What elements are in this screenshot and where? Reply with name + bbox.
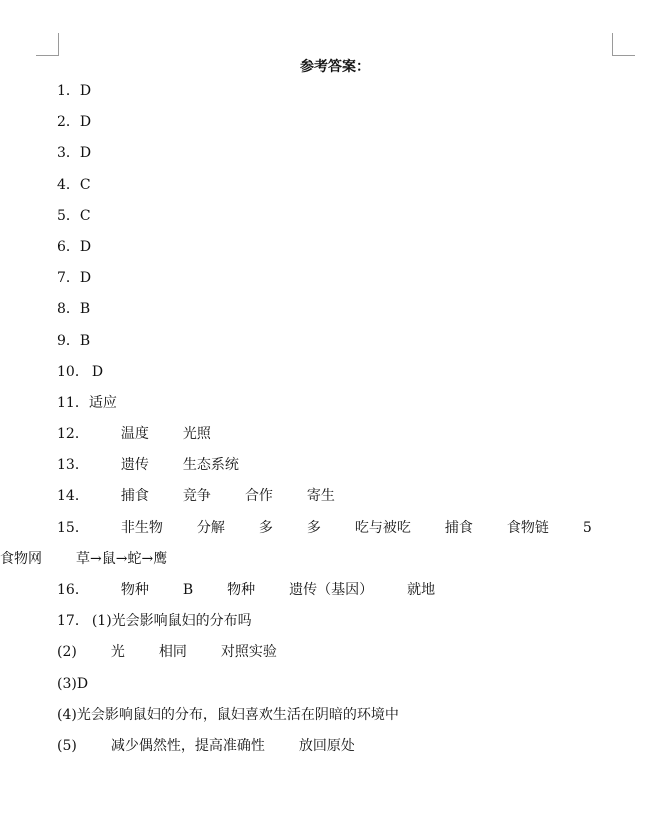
- answer-line: [57, 487, 617, 518]
- answer-number: 16．: [57, 582, 89, 598]
- answer-number: 6．: [57, 238, 80, 255]
- answer-line: [57, 737, 617, 768]
- answer-line: [57, 363, 617, 394]
- answer-number: 17．: [57, 613, 89, 630]
- answer-line-continued: [0, 550, 617, 581]
- answer-number: 8．: [57, 301, 80, 318]
- answer-blank: 对照实验: [220, 644, 277, 661]
- answer-text: D: [91, 363, 104, 380]
- answer-number: 13．: [57, 457, 89, 474]
- answer-blank: 光照: [182, 426, 211, 443]
- answer-text: B: [79, 301, 91, 318]
- answer-blank: 非生物: [120, 519, 163, 536]
- answer-line: [57, 425, 617, 456]
- answer-text: (3)D: [57, 675, 89, 692]
- answer-blank: 分解: [196, 519, 225, 536]
- answer-blank: 放回原处: [298, 737, 355, 754]
- answer-blank: 寄生: [306, 488, 335, 505]
- answer-blank: 多: [258, 519, 273, 536]
- answer-blank: 食物链: [506, 519, 549, 536]
- answer-text: D: [79, 114, 92, 131]
- answer-number: 12．: [57, 426, 89, 443]
- answer-number: 14．: [57, 488, 89, 505]
- answer-line: [57, 269, 617, 300]
- answer-line: [57, 144, 617, 175]
- answer-line: [57, 207, 617, 238]
- answer-blank: 温度: [120, 426, 149, 443]
- answer-text: (4)光会影响鼠妇的分布，鼠妇喜欢生活在阴暗的环境中: [57, 706, 399, 723]
- page-title: 参考答案：: [300, 59, 370, 75]
- answer-line: [57, 238, 617, 269]
- answer-line: [57, 581, 617, 612]
- answer-blank: 物种: [120, 582, 149, 598]
- answer-blank: B: [182, 582, 194, 598]
- answer-number: 10．: [57, 363, 89, 380]
- answer-text: 适应: [88, 394, 117, 411]
- answer-line: [57, 706, 617, 737]
- answer-number: 3．: [57, 145, 80, 162]
- answer-line: [57, 82, 617, 113]
- answer-blank: 5: [582, 519, 592, 536]
- answer-line: [57, 394, 617, 425]
- answer-blank: 光: [110, 644, 125, 661]
- answer-number: 1．: [57, 83, 80, 99]
- answer-text: C: [79, 207, 91, 224]
- answer-line: [57, 176, 617, 207]
- answer-line: [57, 456, 617, 487]
- answer-number: 5．: [57, 207, 80, 224]
- answer-blank: 物种: [227, 582, 256, 598]
- answer-blank: 相同: [158, 644, 187, 661]
- answer-text: D: [79, 238, 92, 255]
- answer-blank: 吃与被吃: [354, 519, 411, 536]
- answer-text: B: [79, 332, 91, 349]
- answer-line: [57, 519, 617, 550]
- answer-blank: 就地: [407, 582, 436, 598]
- answer-line: [57, 612, 617, 643]
- answer-blank: 捕食: [120, 488, 149, 505]
- answer-blank: 遗传: [120, 457, 149, 474]
- answer-text: D: [79, 83, 92, 99]
- answer-number: 15．: [57, 519, 89, 536]
- answer-blank: 减少偶然性，提高准确性: [110, 737, 265, 754]
- answer-line: [57, 675, 617, 706]
- answer-text: D: [79, 145, 92, 162]
- answer-text: D: [79, 270, 92, 287]
- answer-number: 9．: [57, 332, 80, 349]
- answer-line: [57, 332, 617, 363]
- page-corner-mark-top-left: [36, 33, 59, 56]
- page-corner-mark-top-right: [612, 33, 635, 56]
- answer-line: [57, 113, 617, 144]
- answer-blank: 草→鼠→蛇→鹰: [76, 550, 168, 567]
- answer-text: (1)光会影响鼠妇的分布吗: [91, 613, 252, 630]
- answer-list: [0, 82, 617, 768]
- answer-number: (2): [57, 644, 77, 661]
- answer-blank: 生态系统: [182, 457, 239, 474]
- answer-number: 11．: [57, 394, 89, 411]
- answer-blank: 食物网: [0, 550, 42, 567]
- answer-number: 4．: [57, 176, 80, 193]
- answer-text: C: [79, 176, 91, 193]
- answer-blank: 捕食: [444, 519, 473, 536]
- answer-blank: 遗传（基因）: [289, 582, 374, 598]
- answer-number: 2．: [57, 114, 80, 131]
- answer-number: 7．: [57, 270, 80, 287]
- answer-blank: 合作: [244, 488, 273, 505]
- answer-line: [57, 643, 617, 674]
- answer-number: (5): [57, 737, 77, 754]
- answer-line: [57, 300, 617, 331]
- answer-blank: 多: [306, 519, 321, 536]
- answer-blank: 竞争: [182, 488, 211, 505]
